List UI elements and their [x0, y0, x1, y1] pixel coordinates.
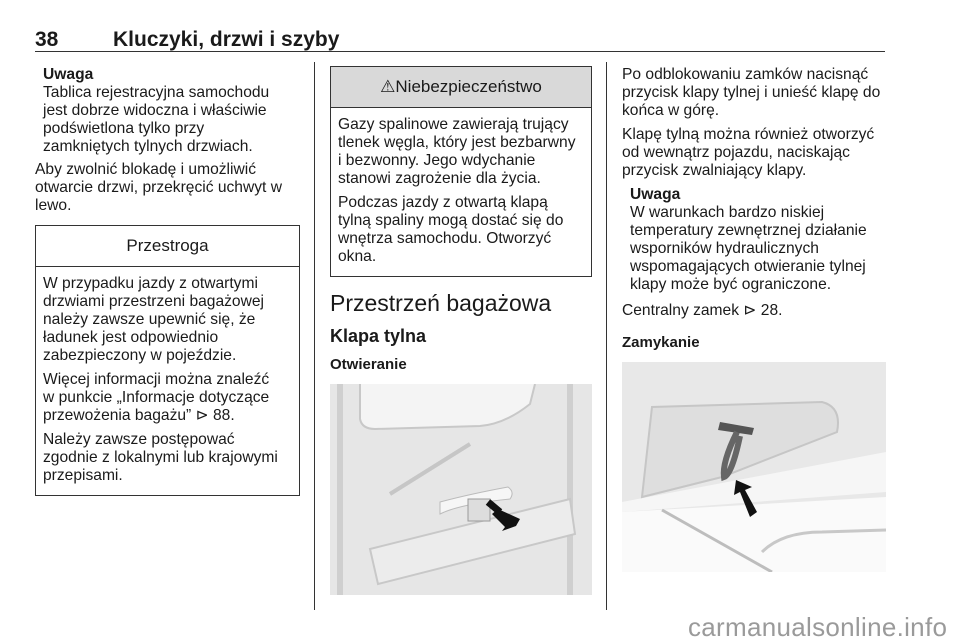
page-number: 38 — [35, 28, 59, 51]
tailgate-handle-illustration — [330, 384, 592, 595]
section-heading: Przestrzeń bagażowa — [330, 290, 552, 316]
note — [622, 186, 886, 294]
column-2 — [330, 66, 592, 595]
subsubheading: Zamykanie — [622, 334, 700, 351]
column-3 — [622, 66, 886, 572]
paragraph: Centralny zamek ⊳ 28. — [622, 302, 783, 319]
header-rule — [35, 51, 885, 52]
subheading: Klapa tylna — [330, 326, 427, 346]
caution-heading: Przestroga — [36, 226, 299, 267]
danger-text: Podczas jazdy z otwartą klapą tylną spaliny mogą dostać się do wnętrza samochodu. Otworzyć okna. — [338, 194, 564, 265]
note-label: Uwaga — [43, 66, 94, 83]
reference-arrow-icon: ⊳ — [195, 407, 209, 424]
page-title: Kluczyki, drzwi i szyby — [113, 28, 340, 51]
caution-box — [35, 225, 300, 496]
tailgate-strap-illustration — [622, 362, 886, 572]
reference-arrow-icon: ⊳ — [743, 302, 757, 319]
note-text: Tablica rejestracyjna samochodu jest dobrze widoczna i właściwie podświetlona tylko przy zamkniętych tylnych drzwiach. — [43, 84, 270, 155]
paragraph: Klapę tylną można również otworzyć od wewnątrz pojazdu, naciskając przycisk zwalniający klapy. — [622, 126, 875, 179]
subsubheading: Otwieranie — [330, 356, 407, 373]
caution-text: Więcej informacji można znaleźć w punkcie „Informacje dotyczące przewożenia bagażu” ⊳ 88. — [43, 371, 270, 424]
page-reference[interactable]: 28. — [760, 302, 783, 319]
note-text: W warunkach bardzo niskiej temperatury zewnętrznej działanie wsporników hydraulicznych wspomagających otwieranie tylnej klapy może być ograniczone. — [630, 204, 867, 293]
note — [35, 66, 300, 156]
column-divider — [314, 62, 315, 610]
column-1 — [35, 66, 300, 496]
watermark: carmanualsonline.info — [688, 612, 948, 642]
warning-triangle-icon: ⚠ — [380, 77, 396, 96]
note-label: Uwaga — [630, 186, 681, 203]
column-divider — [606, 62, 607, 610]
caution-text: Należy zawsze postępować zgodnie z lokalnymi lub krajowymi przepisami. — [43, 431, 278, 484]
paragraph: Aby zwolnić blokadę i umożliwić otwarcie drzwi, przekręcić uchwyt w lewo. — [35, 161, 282, 214]
caution-text: W przypadku jazdy z otwartymi drzwiami przestrzeni bagażowej należy zawsze upewnić się, że ładunek jest odpowiednio zabezpieczony w pojeździe. — [43, 275, 265, 364]
danger-text: Gazy spalinowe zawierają trujący tlenek węgla, który jest bezbarwny i bezwonny. Jego wdychanie stanowi zagrożenie dla życia. — [338, 116, 576, 187]
danger-heading: Niebezpieczeństwo — [395, 77, 542, 96]
paragraph: Po odblokowaniu zamków nacisnąć przycisk klapy tylnej i unieść klapę do końca w górę. — [622, 66, 881, 119]
page-reference[interactable]: 88. — [213, 407, 235, 424]
danger-box — [330, 66, 592, 277]
